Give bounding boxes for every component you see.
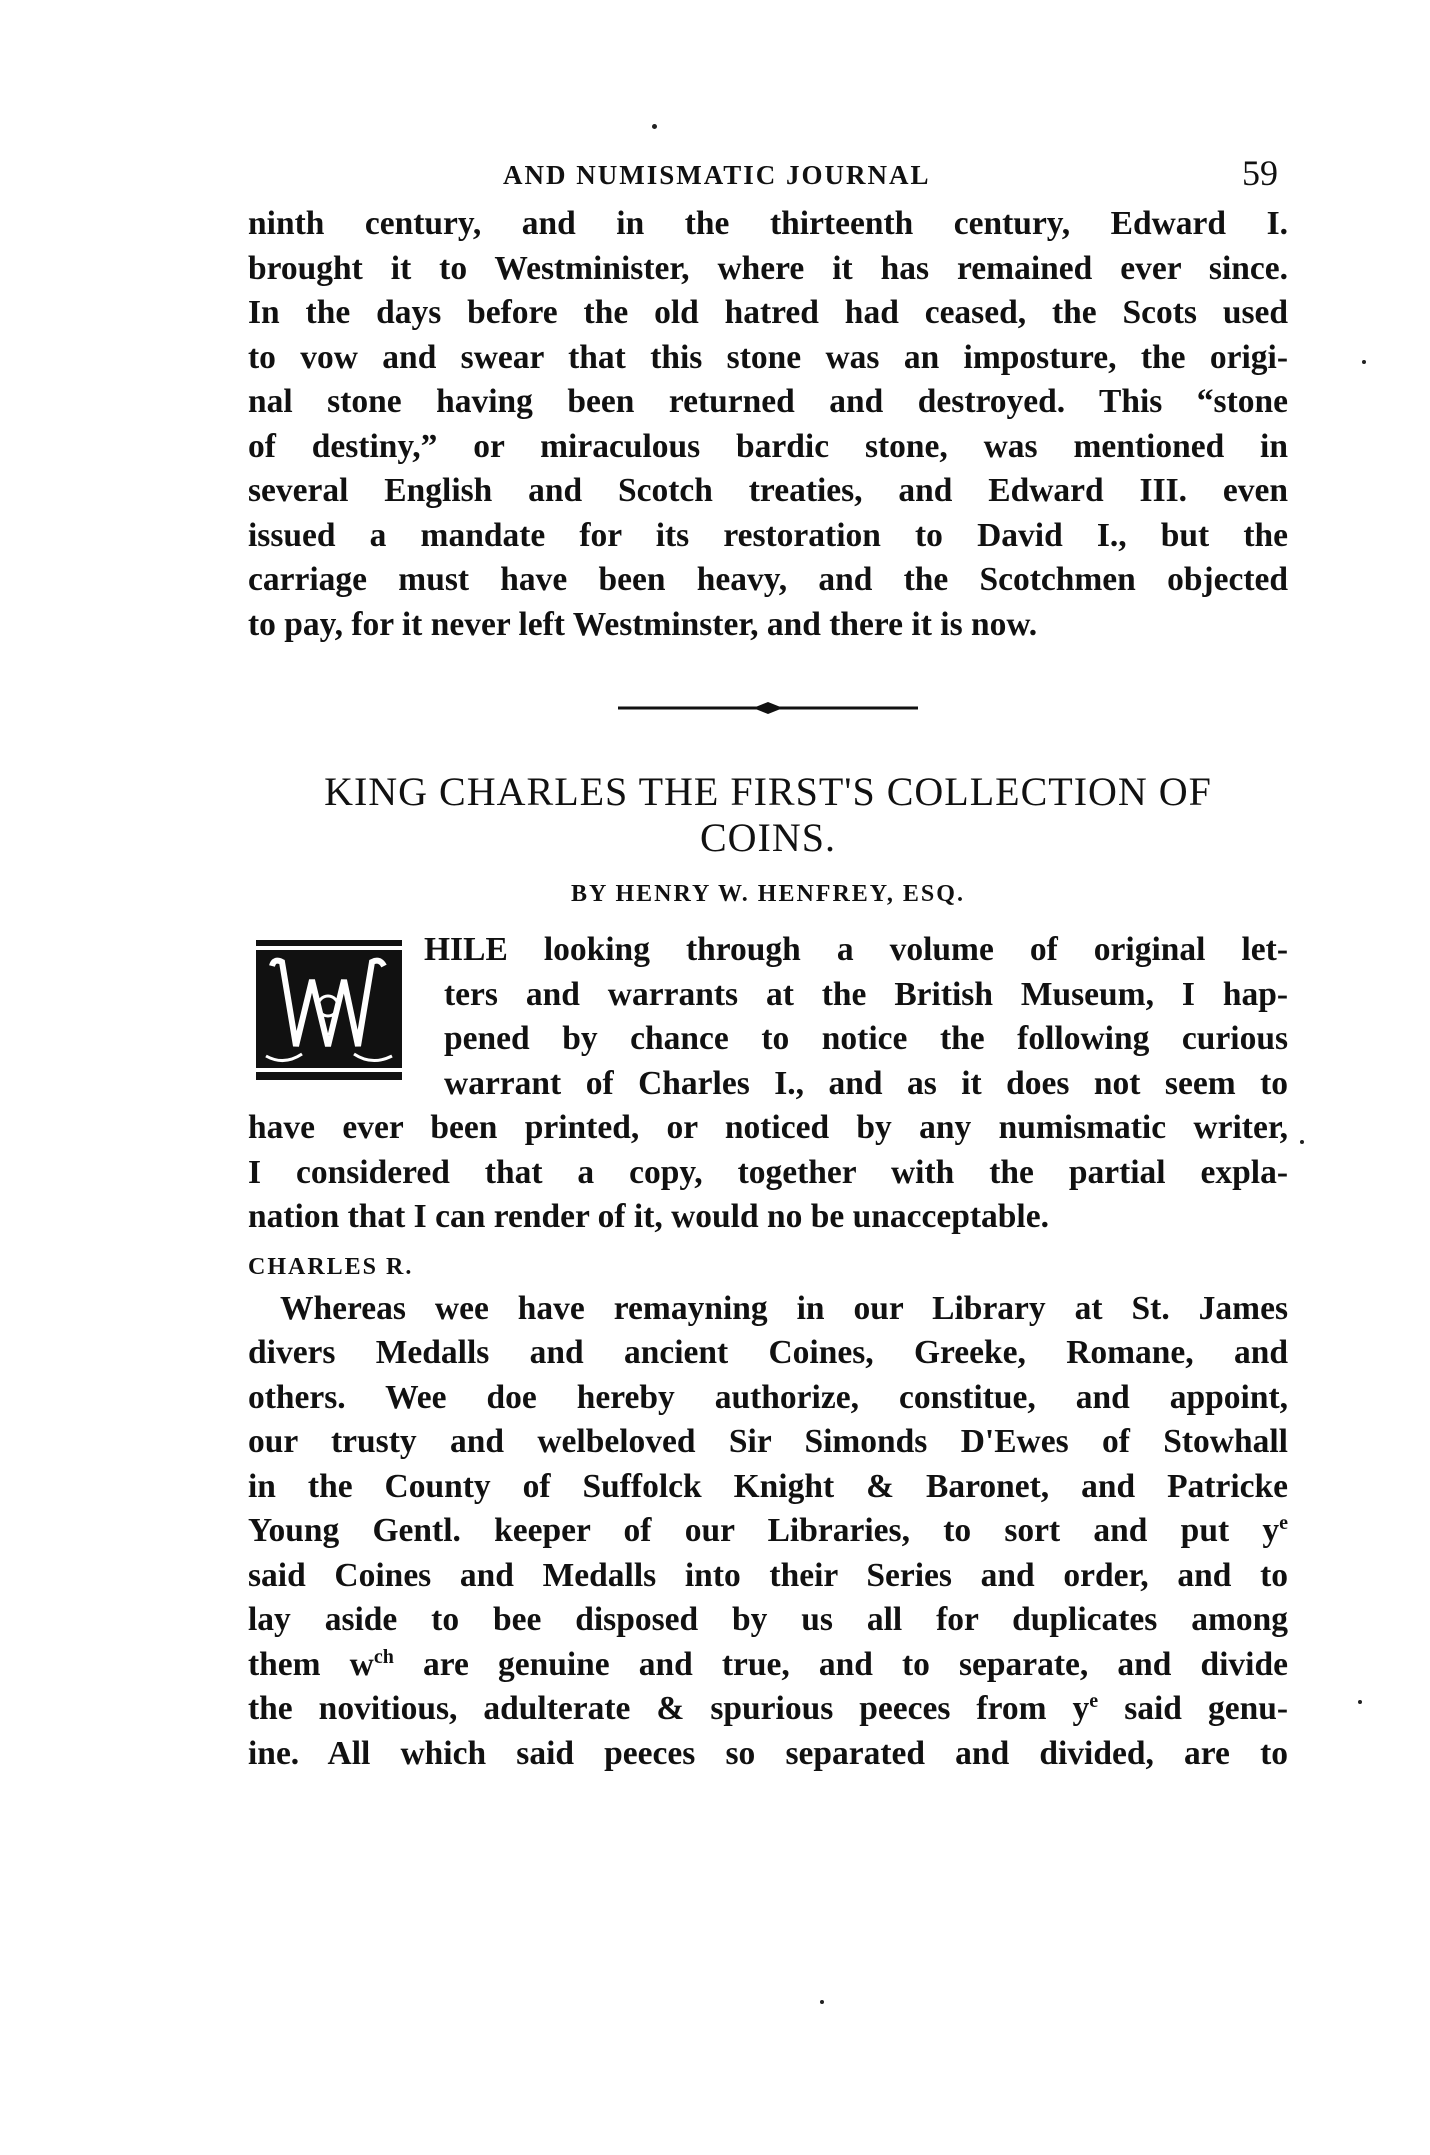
text-line: nal stone having been returned and destroyed. This “stone	[248, 383, 1288, 420]
text-fragment: said genu-	[1098, 1690, 1289, 1727]
print-speck	[1358, 1700, 1362, 1704]
warrant-text	[248, 1287, 1288, 1777]
text-line: of destiny,” or miraculous bardic stone, was mentioned in	[248, 427, 1288, 465]
text-fragment: them w	[248, 1645, 374, 1683]
text-line: our trusty and welbeloved Sir Simonds D'Ewes of Stowhall	[248, 1423, 1288, 1460]
text-line: pened by chance to notice the following curious	[444, 1020, 1288, 1057]
intro-paragraph	[248, 928, 1288, 1240]
text-line	[248, 1687, 1288, 1732]
text-line: issued a mandate for its restoration to David I., but the	[248, 516, 1288, 554]
page-number: 59	[1242, 153, 1278, 193]
text-line: HILE looking through a volume of original let-	[424, 931, 1288, 968]
text-line: I considered that a copy, together with the partial expla-	[248, 1153, 1288, 1191]
decorated-initial-w-icon	[254, 936, 404, 1086]
print-speck	[1362, 360, 1366, 364]
text-line: ine. All which said peeces so separated and divided, are to	[248, 1734, 1288, 1772]
superscript: e	[1279, 1511, 1288, 1534]
text-line: lay aside to bee disposed by us all for duplicates among	[248, 1601, 1288, 1638]
dropcap-letter: W	[328, 1036, 330, 1037]
text-line: warrant of Charles I., and as it does not seem to	[444, 1064, 1288, 1102]
print-speck	[652, 124, 657, 129]
intro-text	[248, 928, 1288, 1240]
text-line: said Coines and Medalls into their Series and order, and to	[248, 1556, 1288, 1594]
running-title: AND NUMISMATIC JOURNAL	[503, 160, 931, 190]
text-line: others. Wee doe hereby authorize, constitue, and appoint,	[248, 1378, 1288, 1416]
text-fragment: the novitious, adulterate & spurious peeces from y	[248, 1690, 1090, 1727]
byline: BY HENRY W. HENFREY, ESQ.	[571, 881, 965, 907]
text-line: to vow and swear that this stone was an imposture, the origi-	[248, 338, 1288, 376]
text-line: have ever been printed, or noticed by any numismatic writer,	[248, 1109, 1288, 1146]
text-line: Whereas wee have remayning in our Library at St. James	[280, 1289, 1288, 1327]
section-divider	[618, 701, 918, 715]
text-line: nation that I can render of it, would no be unacceptable.	[248, 1198, 1049, 1235]
article-title	[248, 769, 1288, 861]
text-line: ters and warrants at the British Museum, I hap-	[444, 975, 1288, 1013]
article-title-line: KING CHARLES THE FIRST'S COLLECTION OF	[324, 769, 1212, 814]
text-line: brought it to Westminister, where it has remained ever since.	[248, 249, 1288, 287]
text-line: to pay, for it never left Westminster, and there it is now.	[248, 605, 1038, 643]
text-line	[248, 1509, 1288, 1554]
running-head	[248, 150, 1288, 202]
print-speck	[820, 2000, 824, 2004]
text-line: several English and Scotch treaties, and Edward III. even	[248, 472, 1288, 509]
book-page	[248, 150, 1288, 1776]
text-line: in the County of Suffolck Knight & Baronet, and Patricke	[248, 1467, 1288, 1505]
text-line: carriage must have been heavy, and the Scotchmen objected	[248, 561, 1288, 598]
continued-paragraph	[248, 202, 1288, 647]
warrant-signature: CHARLES R.	[248, 1253, 414, 1280]
article-title-line: COINS.	[699, 815, 837, 860]
text-line: In the days before the old hatred had ceased, the Scots used	[248, 294, 1288, 331]
text-line	[248, 1643, 1288, 1688]
print-speck	[1300, 1140, 1304, 1144]
superscript: e	[1089, 1689, 1099, 1712]
text-fragment: are genuine and true, and to separate, and divide	[393, 1645, 1288, 1683]
text-line: ninth century, and in the thirteenth century, Edward I.	[248, 205, 1288, 242]
text-fragment: Young Gentl. keeper of our Libraries, to sort and put y	[248, 1512, 1280, 1549]
superscript: ch	[373, 1645, 394, 1668]
text-line: divers Medalls and ancient Coines, Greeke, Romane, and	[248, 1334, 1288, 1371]
ornamental-rule-icon	[618, 701, 918, 715]
